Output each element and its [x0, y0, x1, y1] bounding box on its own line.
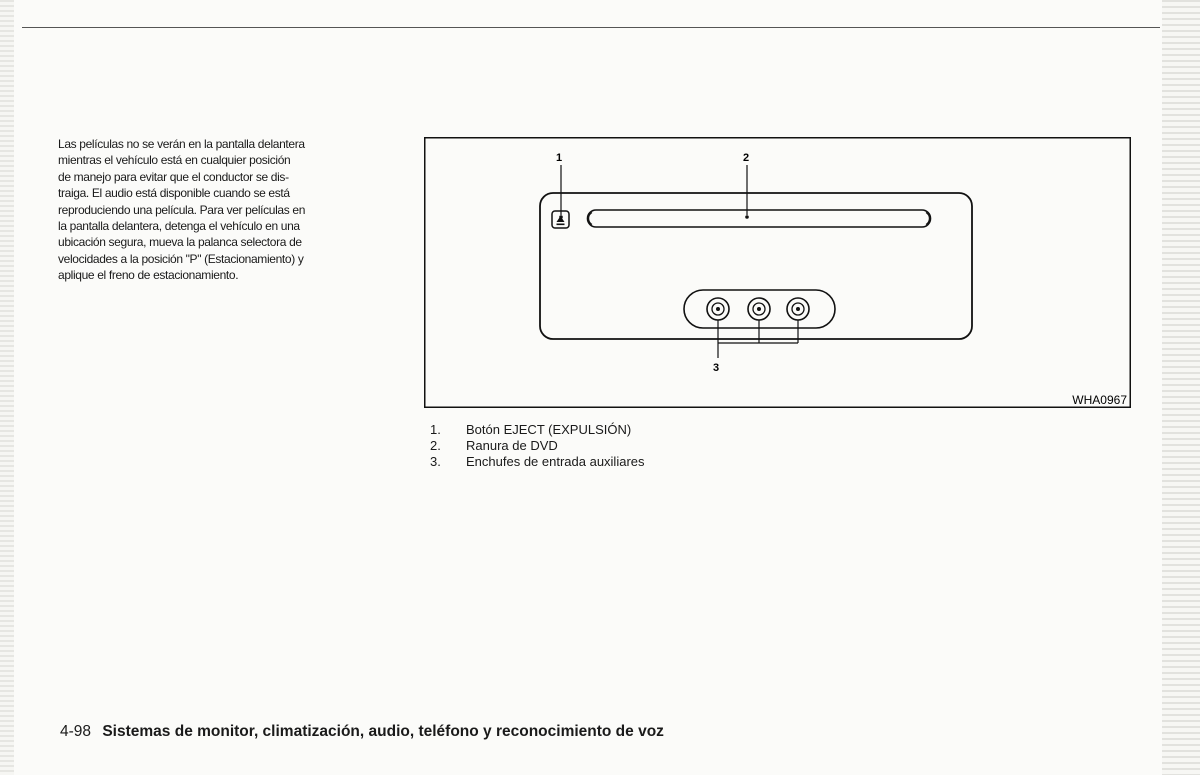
- body-line: Las películas no se verán en la pantalla delantera: [58, 137, 305, 151]
- page-number: 4-98: [60, 723, 92, 740]
- legend-item: [430, 454, 645, 470]
- legend-number: 3.: [430, 454, 441, 469]
- body-paragraph: [58, 136, 400, 284]
- figure-legend: [430, 422, 645, 470]
- body-line: mientras el vehículo está en cualquier posición: [58, 153, 291, 168]
- page-footer: [60, 723, 664, 741]
- legend-number: 2.: [430, 438, 441, 453]
- legend-item: [430, 422, 645, 438]
- body-line: traiga. El audio está disponible cuando se está: [58, 186, 290, 201]
- dvd-unit-figure: [424, 137, 1131, 408]
- callout-leaders: [561, 165, 798, 358]
- legend-text: Enchufes de entrada auxiliares: [466, 454, 645, 469]
- body-line: reproduciendo una película. Para ver películas en: [58, 202, 306, 217]
- aux-jack: [707, 298, 729, 320]
- section-title: Sistemas de monitor, climatización, audio, teléfono y reconocimiento de voz: [102, 723, 664, 740]
- aux-jack: [748, 298, 770, 320]
- legend-number: 1.: [430, 422, 441, 437]
- dvd-slot: [588, 210, 931, 227]
- scan-edge-right: [1162, 0, 1200, 775]
- body-line: la pantalla delantera, detenga el vehículo en una: [58, 219, 300, 234]
- body-line: velocidades a la posición "P" (Estacionamiento) y: [58, 251, 304, 266]
- figure-frame: [425, 138, 1131, 408]
- body-line: ubicación segura, mueva la palanca selectora de: [58, 235, 302, 250]
- legend-text: Botón EJECT (EXPULSIÓN): [466, 422, 632, 437]
- header-rule: [22, 27, 1160, 28]
- aux-jack: [787, 298, 809, 320]
- legend-item: [430, 438, 645, 454]
- callout-1: 1: [555, 152, 563, 164]
- legend-text: Ranura de DVD: [466, 438, 558, 453]
- body-line: de manejo para evitar que el conductor se dis-: [58, 169, 289, 184]
- dvd-unit-panel: [540, 193, 972, 339]
- callout-3: 3: [712, 362, 720, 374]
- figure-code: WHA0967: [1072, 393, 1127, 407]
- callout-2: 2: [742, 152, 750, 164]
- body-line: aplique el freno de estacionamiento.: [58, 268, 239, 283]
- scan-edge-left: [0, 0, 14, 775]
